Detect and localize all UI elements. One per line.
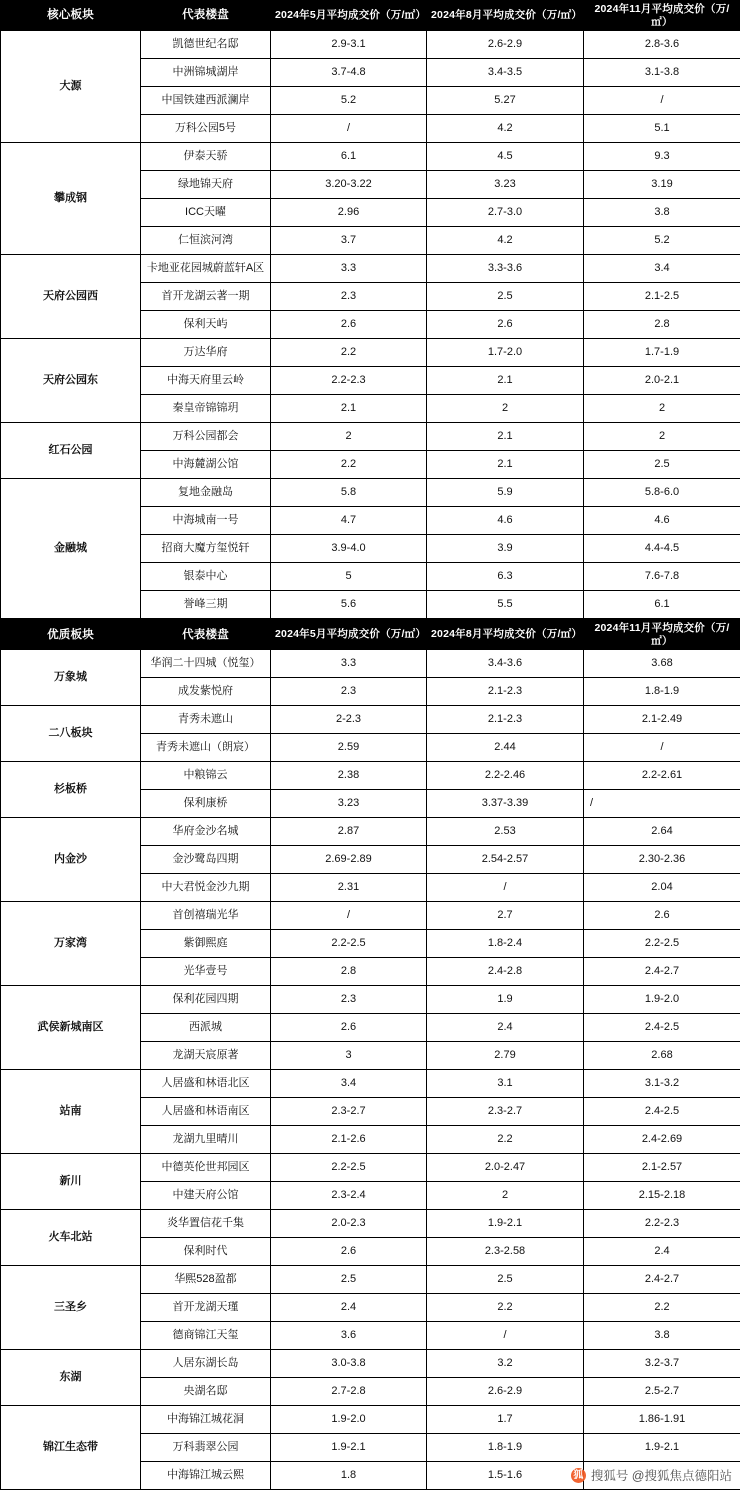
price-aug: 2	[427, 395, 584, 423]
price-nov: 2.5-2.7	[584, 1378, 740, 1406]
project-name: 成发紫悦府	[141, 678, 271, 706]
price-nov: 3.1-3.2	[584, 1070, 740, 1098]
project-name: 龙湖天宸原著	[141, 1042, 271, 1070]
price-nov	[584, 1462, 740, 1490]
table-row	[1, 1350, 740, 1378]
price-may: 2.87	[271, 818, 427, 846]
project-name: 青秀未遮山（朗宸）	[141, 734, 271, 762]
price-may: 2.6	[271, 311, 427, 339]
table-row	[1, 650, 740, 678]
project-name: 光华壹号	[141, 958, 271, 986]
project-name: 德商锦江天玺	[141, 1322, 271, 1350]
table-row	[1, 1154, 740, 1182]
price-nov: 2.4	[584, 1238, 740, 1266]
sector-label: 万家湾	[1, 902, 141, 986]
price-nov: /	[584, 790, 740, 818]
price-nov: 5.2	[584, 227, 740, 255]
price-aug: 2.53	[427, 818, 584, 846]
price-may: /	[271, 902, 427, 930]
sector-label: 武侯新城南区	[1, 986, 141, 1070]
price-nov: 2.1-2.49	[584, 706, 740, 734]
price-may: 3.7-4.8	[271, 59, 427, 87]
price-nov: 2.8-3.6	[584, 31, 740, 59]
price-nov: 4.4-4.5	[584, 535, 740, 563]
price-aug: 2.5	[427, 1266, 584, 1294]
sector-label: 站南	[1, 1070, 141, 1154]
price-may: 2.5	[271, 1266, 427, 1294]
price-may: 2.1-2.6	[271, 1126, 427, 1154]
price-nov: 1.7-1.9	[584, 339, 740, 367]
price-nov: 3.8	[584, 199, 740, 227]
price-aug: 3.37-3.39	[427, 790, 584, 818]
price-may: 2.8	[271, 958, 427, 986]
price-nov: 9.3	[584, 143, 740, 171]
price-nov: 2.64	[584, 818, 740, 846]
price-aug: 2.4	[427, 1014, 584, 1042]
price-aug: 3.3-3.6	[427, 255, 584, 283]
table-row	[1, 143, 740, 171]
price-may: 3.3	[271, 255, 427, 283]
project-name: 复地金融岛	[141, 479, 271, 507]
project-name: 中国铁建西派澜岸	[141, 87, 271, 115]
price-may: 5.6	[271, 591, 427, 619]
price-aug: 4.2	[427, 115, 584, 143]
price-may: 5.8	[271, 479, 427, 507]
project-name: 伊泰天骄	[141, 143, 271, 171]
sector-label: 东湖	[1, 1350, 141, 1406]
price-may: 3.3	[271, 650, 427, 678]
table-row	[1, 706, 740, 734]
price-nov: 2.1-2.57	[584, 1154, 740, 1182]
price-may: 2.2	[271, 339, 427, 367]
price-may: 3.4	[271, 1070, 427, 1098]
price-aug: 1.9	[427, 986, 584, 1014]
header-nov-price: 2024年11月平均成交价（万/㎡）	[584, 620, 740, 650]
price-may: 2.3	[271, 678, 427, 706]
price-may: 2.96	[271, 199, 427, 227]
price-may: 5.2	[271, 87, 427, 115]
price-aug: 1.8-1.9	[427, 1434, 584, 1462]
price-may: 6.1	[271, 143, 427, 171]
price-nov: 2.5	[584, 451, 740, 479]
project-name: 人居盛和林语南区	[141, 1098, 271, 1126]
price-nov: 1.9-2.0	[584, 986, 740, 1014]
table-row	[1, 31, 740, 59]
price-aug: 2.7-3.0	[427, 199, 584, 227]
sector-label: 万象城	[1, 650, 141, 706]
price-may: 2.3-2.4	[271, 1182, 427, 1210]
project-name: 银泰中心	[141, 563, 271, 591]
table-row	[1, 818, 740, 846]
price-may: 1.9-2.1	[271, 1434, 427, 1462]
price-nov: 2.6	[584, 902, 740, 930]
price-aug: 5.27	[427, 87, 584, 115]
price-nov: 2.30-2.36	[584, 846, 740, 874]
price-nov: 3.68	[584, 650, 740, 678]
price-nov: 2.2-2.3	[584, 1210, 740, 1238]
price-aug: 2.2-2.46	[427, 762, 584, 790]
project-name: 中海城南一号	[141, 507, 271, 535]
price-aug: 2.44	[427, 734, 584, 762]
project-name: 人居盛和林语北区	[141, 1070, 271, 1098]
project-name: 华润二十四城（悦玺）	[141, 650, 271, 678]
project-name: ICC天曜	[141, 199, 271, 227]
table-header-core	[1, 1, 740, 31]
project-name: 中粮锦云	[141, 762, 271, 790]
price-aug: 2.6-2.9	[427, 31, 584, 59]
project-name: 万科翡翠公园	[141, 1434, 271, 1462]
project-name: 誉峰三期	[141, 591, 271, 619]
price-aug: 2.3-2.7	[427, 1098, 584, 1126]
price-aug: 2.0-2.47	[427, 1154, 584, 1182]
price-aug: 2.1	[427, 451, 584, 479]
price-may: 5	[271, 563, 427, 591]
project-name: 绿地锦天府	[141, 171, 271, 199]
price-may: 3.0-3.8	[271, 1350, 427, 1378]
price-aug: 2.1-2.3	[427, 706, 584, 734]
price-aug: 2.3-2.58	[427, 1238, 584, 1266]
price-nov: 3.8	[584, 1322, 740, 1350]
price-aug: 3.23	[427, 171, 584, 199]
project-name: 中大君悦金沙九期	[141, 874, 271, 902]
price-nov: 2.04	[584, 874, 740, 902]
price-nov: 6.1	[584, 591, 740, 619]
table-row	[1, 1070, 740, 1098]
price-aug: 2.79	[427, 1042, 584, 1070]
price-may: 3.6	[271, 1322, 427, 1350]
table-row	[1, 255, 740, 283]
table-row	[1, 479, 740, 507]
price-nov: 3.19	[584, 171, 740, 199]
price-aug: 1.7	[427, 1406, 584, 1434]
header-sector: 核心板块	[1, 1, 141, 31]
price-may: 2	[271, 423, 427, 451]
watermark-text: 搜狐号 @搜狐焦点德阳站	[590, 1469, 732, 1484]
project-name: 中海麓湖公馆	[141, 451, 271, 479]
project-name: 西派城	[141, 1014, 271, 1042]
price-nov: 1.8-1.9	[584, 678, 740, 706]
price-nov: 2.1-2.5	[584, 283, 740, 311]
price-aug: /	[427, 874, 584, 902]
price-nov: 2.2	[584, 1294, 740, 1322]
price-may: 2.2-2.5	[271, 930, 427, 958]
table-header-quality	[1, 620, 740, 650]
price-nov: 3.1-3.8	[584, 59, 740, 87]
project-name: 炎华置信花千集	[141, 1210, 271, 1238]
price-nov: 4.6	[584, 507, 740, 535]
price-may: 4.7	[271, 507, 427, 535]
project-name: 凯德世纪名邸	[141, 31, 271, 59]
project-name: 首开龙湖云著一期	[141, 283, 271, 311]
table-row	[1, 1406, 740, 1434]
price-may: 2-2.3	[271, 706, 427, 734]
project-name: 秦皇帝锦锦玥	[141, 395, 271, 423]
project-name: 人居东湖长岛	[141, 1350, 271, 1378]
price-aug: 6.3	[427, 563, 584, 591]
sector-label: 新川	[1, 1154, 141, 1210]
project-name: 龙湖九里晴川	[141, 1126, 271, 1154]
price-nov: 2.68	[584, 1042, 740, 1070]
price-may: 2.9-3.1	[271, 31, 427, 59]
price-nov: 2.4-2.5	[584, 1098, 740, 1126]
project-name: 首创禧瑞光华	[141, 902, 271, 930]
price-aug: 2.2	[427, 1294, 584, 1322]
price-aug: /	[427, 1322, 584, 1350]
price-may: 2.2-2.5	[271, 1154, 427, 1182]
sector-label: 火车北站	[1, 1210, 141, 1266]
project-name: 中建天府公馆	[141, 1182, 271, 1210]
table-header-row	[1, 1, 740, 31]
price-aug: 2.4-2.8	[427, 958, 584, 986]
price-aug: 2.7	[427, 902, 584, 930]
table-row	[1, 1266, 740, 1294]
price-nov: 3.2-3.7	[584, 1350, 740, 1378]
price-may: 2.59	[271, 734, 427, 762]
project-name: 仁恒滨河湾	[141, 227, 271, 255]
price-aug: 5.9	[427, 479, 584, 507]
price-aug: 2.1	[427, 367, 584, 395]
price-may: 2.1	[271, 395, 427, 423]
table-row	[1, 762, 740, 790]
project-name: 中海锦江城花洞	[141, 1406, 271, 1434]
price-aug: 2.1	[427, 423, 584, 451]
price-aug: 3.2	[427, 1350, 584, 1378]
header-aug-price: 2024年8月平均成交价（万/㎡）	[427, 620, 584, 650]
table-body-quality	[1, 650, 740, 1490]
price-may: 2.7-2.8	[271, 1378, 427, 1406]
price-nov: 5.1	[584, 115, 740, 143]
price-may: 2.0-2.3	[271, 1210, 427, 1238]
price-aug: 1.7-2.0	[427, 339, 584, 367]
price-aug: 2	[427, 1182, 584, 1210]
price-nov: 1.86-1.91	[584, 1406, 740, 1434]
price-aug: 1.9-2.1	[427, 1210, 584, 1238]
price-aug: 4.6	[427, 507, 584, 535]
price-may: 2.38	[271, 762, 427, 790]
price-aug: 4.5	[427, 143, 584, 171]
price-nov: 2.4-2.69	[584, 1126, 740, 1154]
price-aug: 3.4-3.5	[427, 59, 584, 87]
table-row	[1, 423, 740, 451]
price-aug: 1.8-2.4	[427, 930, 584, 958]
project-name: 保利时代	[141, 1238, 271, 1266]
price-may: 2.4	[271, 1294, 427, 1322]
project-name: 万科公园5号	[141, 115, 271, 143]
price-may: 2.2	[271, 451, 427, 479]
price-nov: 2.4-2.7	[584, 1266, 740, 1294]
sector-label: 金融城	[1, 479, 141, 619]
project-name: 中海锦江城云熙	[141, 1462, 271, 1490]
project-name: 央湖名邸	[141, 1378, 271, 1406]
header-sector: 优质板块	[1, 620, 141, 650]
price-may: 3.7	[271, 227, 427, 255]
header-aug-price: 2024年8月平均成交价（万/㎡）	[427, 1, 584, 31]
price-may: 2.3-2.7	[271, 1098, 427, 1126]
sector-label: 天府公园西	[1, 255, 141, 339]
table-row	[1, 1210, 740, 1238]
price-aug: 2.6	[427, 311, 584, 339]
price-may: 2.31	[271, 874, 427, 902]
header-project: 代表楼盘	[141, 1, 271, 31]
price-nov: 2.4-2.5	[584, 1014, 740, 1042]
price-aug: 2.1-2.3	[427, 678, 584, 706]
project-name: 青秀未遮山	[141, 706, 271, 734]
price-nov: 7.6-7.8	[584, 563, 740, 591]
quality-sector-price-table	[0, 619, 740, 1490]
price-nov: 2.8	[584, 311, 740, 339]
project-name: 卡地亚花园城蔚蓝轩A区	[141, 255, 271, 283]
price-aug: 5.5	[427, 591, 584, 619]
price-nov: 2.2-2.61	[584, 762, 740, 790]
price-aug: 3.1	[427, 1070, 584, 1098]
project-name: 中德英伦世邦园区	[141, 1154, 271, 1182]
header-project: 代表楼盘	[141, 620, 271, 650]
price-may: 1.8	[271, 1462, 427, 1490]
price-nov: 1.9-2.1	[584, 1434, 740, 1462]
price-may: 2.69-2.89	[271, 846, 427, 874]
price-aug: 2.6-2.9	[427, 1378, 584, 1406]
price-nov: 2.4-2.7	[584, 958, 740, 986]
price-aug: 4.2	[427, 227, 584, 255]
price-nov: /	[584, 87, 740, 115]
sector-label: 天府公园东	[1, 339, 141, 423]
price-aug: 1.5-1.6	[427, 1462, 584, 1490]
table-row	[1, 986, 740, 1014]
project-name: 中海天府里云岭	[141, 367, 271, 395]
sector-label: 红石公园	[1, 423, 141, 479]
price-may: /	[271, 115, 427, 143]
price-may: 2.6	[271, 1238, 427, 1266]
price-may: 2.3	[271, 986, 427, 1014]
price-aug: 2.5	[427, 283, 584, 311]
price-nov: 2.2-2.5	[584, 930, 740, 958]
table-body-core	[1, 31, 740, 619]
project-name: 首开龙湖天瑾	[141, 1294, 271, 1322]
price-may: 1.9-2.0	[271, 1406, 427, 1434]
project-name: 保利康桥	[141, 790, 271, 818]
price-aug: 3.4-3.6	[427, 650, 584, 678]
project-name: 万达华府	[141, 339, 271, 367]
project-name: 保利花园四期	[141, 986, 271, 1014]
price-may: 2.3	[271, 283, 427, 311]
project-name: 万科公园都会	[141, 423, 271, 451]
sector-label: 大源	[1, 31, 141, 143]
sector-label: 锦江生态带	[1, 1406, 141, 1490]
table-header-row	[1, 620, 740, 650]
price-may: 2.2-2.3	[271, 367, 427, 395]
sohu-logo-icon: 狐	[571, 1468, 586, 1483]
project-name: 中洲锦城湖岸	[141, 59, 271, 87]
price-may: 2.6	[271, 1014, 427, 1042]
price-may: 3.23	[271, 790, 427, 818]
price-nov: 2.15-2.18	[584, 1182, 740, 1210]
price-nov: 2	[584, 395, 740, 423]
sector-label: 杉板桥	[1, 762, 141, 818]
project-name: 保利天屿	[141, 311, 271, 339]
price-may: 3	[271, 1042, 427, 1070]
project-name: 金沙鹭岛四期	[141, 846, 271, 874]
price-nov: 5.8-6.0	[584, 479, 740, 507]
core-sector-price-table	[0, 0, 740, 619]
table-row	[1, 339, 740, 367]
header-may-price: 2024年5月平均成交价（万/㎡）	[271, 620, 427, 650]
price-aug: 2.54-2.57	[427, 846, 584, 874]
project-name: 华熙528盈都	[141, 1266, 271, 1294]
project-name: 招商大魔方玺悦轩	[141, 535, 271, 563]
sector-label: 三圣乡	[1, 1266, 141, 1350]
price-nov: 3.4	[584, 255, 740, 283]
price-aug: 3.9	[427, 535, 584, 563]
sector-label: 二八板块	[1, 706, 141, 762]
header-may-price: 2024年5月平均成交价（万/㎡）	[271, 1, 427, 31]
price-nov: /	[584, 734, 740, 762]
price-may: 3.9-4.0	[271, 535, 427, 563]
sector-label: 攀成钢	[1, 143, 141, 255]
price-may: 3.20-3.22	[271, 171, 427, 199]
sector-label: 内金沙	[1, 818, 141, 902]
price-nov: 2	[584, 423, 740, 451]
table-row	[1, 902, 740, 930]
price-nov: 2.0-2.1	[584, 367, 740, 395]
project-name: 华府金沙名城	[141, 818, 271, 846]
project-name: 紫御熙庭	[141, 930, 271, 958]
price-aug: 2.2	[427, 1126, 584, 1154]
header-nov-price: 2024年11月平均成交价（万/㎡）	[584, 1, 740, 31]
